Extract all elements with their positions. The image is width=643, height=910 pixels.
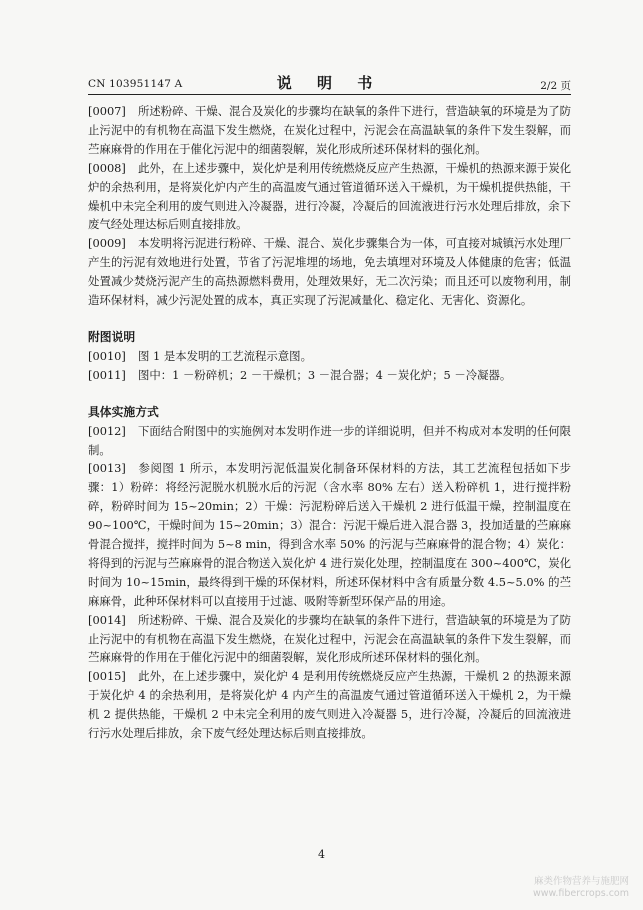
paragraph-tag: [0009] (88, 236, 126, 251)
document-title: 说 明 书 (276, 74, 383, 92)
paragraph-text: 本发明将污泥进行粉碎、干燥、混合、炭化步骤集合为一体，可直接对城镇污水处理厂产生的污泥有效地进行处置，节省了污泥堆埋的场地，免去填埋对环境及人体健康的危害；低温处置减少焚烧污泥产生的高热源燃料费用，处理效果好，无二次污染；而且还可以废物利用，制造环保材料，减少污泥处置的成本，真正实现了污泥减量化、稳定化、无害化、资源化。 (88, 236, 571, 308)
paragraph-tag: [0007] (88, 104, 126, 118)
paragraph-text: 图中：1 －粉碎机；2 －干燥机；3 －混合器；4 －炭化炉；5 －冷凝器。 (138, 367, 512, 382)
paragraph-tag: [0010] (88, 348, 126, 363)
paragraph-0009 (88, 234, 571, 310)
watermark-site-name: 麻类作物营养与施肥网 (533, 876, 629, 887)
paragraph-text: 图 1 是本发明的工艺流程示意图。 (138, 348, 312, 363)
paragraph-text: 此外，在上述步骤中，炭化炉是利用传统燃烧反应产生热源，干燥机的热源来源于炭化炉的余热利用，是将炭化炉内产生的高温废气通过管道循环送入干燥机，为干燥机提供热能，干燥机中未完全利用的废气则进入冷凝器，进行冷凝，冷凝后的回流液进行污水处理后排放，余下废气经处理达标后则直接排放。 (88, 160, 571, 232)
watermark-url: www.fibercrops.com (532, 888, 629, 899)
page-header (88, 72, 571, 95)
paragraph-tag: [0011] (88, 367, 126, 382)
document-body (88, 102, 571, 743)
paragraph-0010 (88, 347, 571, 366)
section-gap (88, 385, 571, 403)
paragraph-tag: [0008] (88, 160, 126, 175)
page-indicator: 2/2 页 (540, 80, 571, 92)
paragraph-0007 (88, 102, 571, 159)
paragraph-tag: [0014] (88, 612, 126, 627)
section-heading-figures: 附图说明 (88, 329, 136, 344)
paragraph-text: 所述粉碎、干燥、混合及炭化的步骤均在缺氧的条件下进行，营造缺氧的环境是为了防止污泥中的有机物在高温下发生燃烧，在炭化过程中，污泥会在高温缺氧的条件下发生裂解，而苎麻麻骨的作用在于催化污泥中的细菌裂解，炭化形成所述环保材料的强化剂。 (88, 104, 571, 156)
paragraph-text: 所述粉碎、干燥、混合及炭化的步骤均在缺氧的条件下进行，营造缺氧的环境是为了防止污泥中的有机物在高温下发生燃烧，在炭化过程中，污泥会在高温缺氧的条件下发生裂解，而苎麻麻骨的作用在于催化污泥中的细菌裂解，炭化形成所述环保材料的强化剂。 (88, 612, 571, 665)
paragraph-text: 下面结合附图中的实施例对本发明作进一步的详细说明，但并不构成对本发明的任何限制。 (88, 423, 571, 457)
section-heading-embodiment: 具体实施方式 (88, 404, 159, 419)
patent-number: CN 103951147 A (88, 78, 183, 90)
paragraph-0011 (88, 366, 571, 385)
watermark (533, 876, 629, 900)
paragraph-text: 此外，在上述步骤中，炭化炉 4 是利用传统燃烧反应产生热源，干燥机 2 的热源来源于炭化炉 4 的余热利用，是将炭化炉 4 内产生的高温废气通过管道循环送入干燥机 2，为干燥机 2 提供热能，干燥机 2 中未完全利用的废气则进入冷凝器 5，进行冷凝，冷凝后的回流液进行污水处理后排放，余下废气经处理达标后则直接排放。 (88, 669, 571, 741)
paragraph-0008 (88, 159, 571, 235)
paragraph-tag: [0013] (88, 461, 126, 476)
paragraph-tag: [0015] (88, 669, 126, 684)
paragraph-text: 参阅图 1 所示，本发明污泥低温炭化制备环保材料的方法，其工艺流程包括如下步骤：1）粉碎：将经污泥脱水机脱水后的污泥（含水率 80% 左右）送入粉碎机 1，进行搅拌粉碎，粉碎时间为 15~20min；2）干燥：污泥粉碎后送入干燥机 2 进行低温干燥，控制温度在 90~100℃，干燥时间为 15~20min；3）混合：污泥干燥后进入混合器 3，投加适量的苎麻麻骨混合搅拌，搅拌时间为 5~8 min，得到含水率 50% 的污泥与苎麻麻骨的混合物；4）炭化：将得到的污泥与苎麻麻骨的混合物送入炭化炉 4 进行炭化处理，控制温度在 300~400℃，炭化时间为 10~15min，最终得到干燥的环保材料，所述环保材料中含有质量分数 4.5~5.0% 的苎麻麻骨，此种环保材料可以直接用于过滤、吸附等新型环保产品的用途。 (88, 461, 571, 608)
paragraph-0012 (88, 422, 571, 460)
page-number: 4 (318, 848, 325, 861)
section-gap (88, 310, 571, 328)
paragraph-tag: [0012] (88, 423, 126, 438)
paragraph-0014 (88, 611, 571, 668)
paragraph-0015 (88, 667, 571, 743)
paragraph-0013 (88, 459, 571, 610)
